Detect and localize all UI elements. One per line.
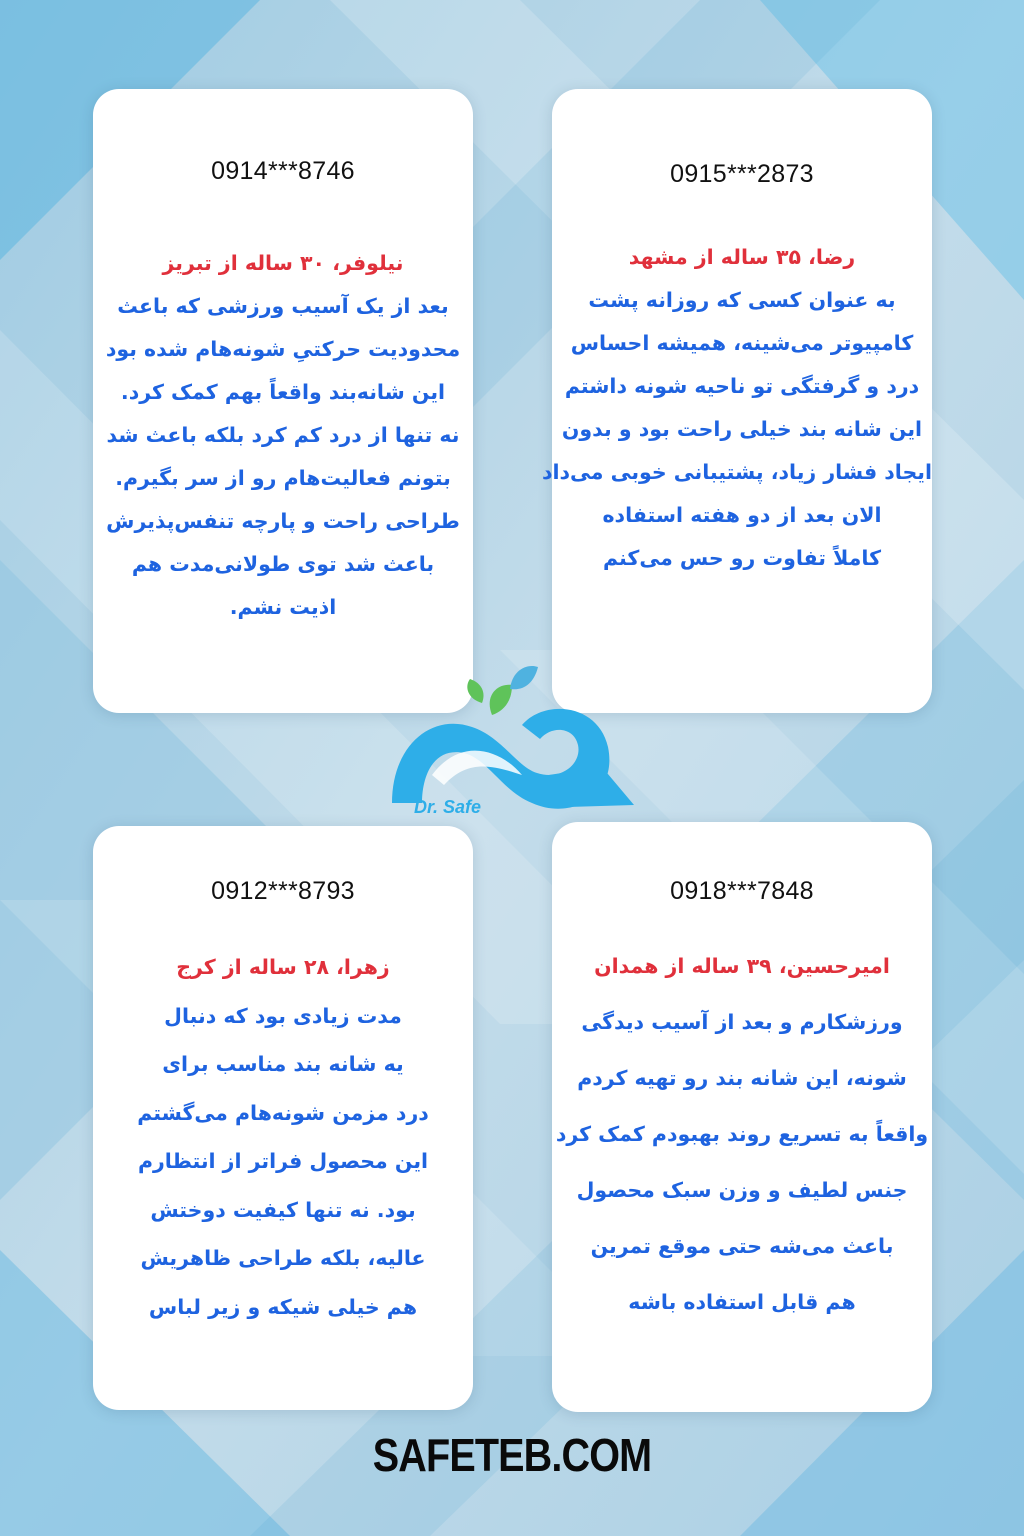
logo-label: Dr. Safe (414, 797, 482, 817)
testimonial-card-4 (552, 822, 932, 1412)
card-line: یه شانه بند مناسب برای (162, 1052, 404, 1076)
card-phone: 0912***8793 (211, 877, 355, 905)
card-line: محدودیت حرکتیِ شونه‌هام شده بود (105, 337, 461, 361)
card-line: ورزشکارم و بعد از آسیب دیدگی (581, 1010, 903, 1034)
card-line: بود. نه تنها کیفیت دوختش (150, 1197, 416, 1222)
card-line: الان بعد از دو هفته استفاده (602, 503, 882, 527)
card-author: رضا، ۳۵ ساله از مشهد (628, 245, 856, 269)
card-line: واقعاً به تسریع روند بهبودم کمک کرد (555, 1122, 929, 1146)
card-line: جنس لطیف و وزن سبک محصول (576, 1178, 908, 1202)
card-line: این شانه‌بند واقعاً بهم کمک کرد. (120, 380, 446, 404)
card-line: بتونم فعالیت‌هام رو از سر بگیرم. (115, 466, 451, 490)
card-author: امیرحسین، ۳۹ ساله از همدان (594, 954, 890, 978)
card-line: مدت زیادی بود که دنبال (164, 1003, 402, 1028)
card-line: کامپیوتر می‌شینه، همیشه احساس (570, 331, 914, 355)
website-label: SAFETEB.COM (372, 1429, 652, 1481)
card-line: هم خیلی شیکه و زیر لباس (148, 1294, 418, 1319)
logo-leaves-icon (467, 666, 538, 715)
card-line: ایجاد فشار زیاد، پشتیبانی خوبی می‌داد (541, 460, 932, 484)
card-line: کاملاً تفاوت رو حس می‌کنم (602, 546, 881, 570)
card-line: اذیت نشم. (229, 595, 337, 619)
card-line: این شانه بند خیلی راحت بود و بدون (561, 417, 923, 441)
card-phone: 0914***8746 (211, 157, 355, 185)
card-line: شونه، این شانه بند رو تهیه کردم (577, 1066, 907, 1090)
card-line: باعث می‌شه حتی موقع تمرین (590, 1234, 894, 1258)
card-line: هم قابل استفاده باشه (628, 1290, 856, 1314)
card-line: درد مزمن شونه‌هام می‌گشتم (137, 1100, 429, 1125)
card-line: طراحی راحت و پارچه تنفس‌پذیرش (106, 509, 460, 533)
card-line: عالیه، بلکه طراحی ظاهریش (140, 1246, 426, 1270)
card-author: زهرا، ۲۸ ساله از کرج (176, 955, 390, 979)
card-line: درد و گرفتگی تو ناحیه شونه داشتم (564, 374, 920, 398)
card-author: نیلوفر، ۳۰ ساله از تبریز (162, 251, 404, 275)
testimonial-card-3 (93, 826, 473, 1410)
card-phone: 0915***2873 (670, 160, 814, 188)
card-line: به عنوان کسی که روزانه پشت (588, 288, 896, 312)
card-line: باعث شد توی طولانی‌مدت هم (131, 552, 435, 576)
card-line: این محصول فراتر از انتظارم (137, 1149, 429, 1173)
card-phone: 0918***7848 (670, 877, 814, 905)
dr-safe-logo (372, 655, 642, 825)
card-line: نه تنها از درد کم کرد بلکه باعث شد (106, 423, 460, 447)
testimonial-card-1 (93, 89, 473, 713)
card-line: بعد از یک آسیب ورزشی که باعث (117, 294, 449, 318)
testimonial-card-2 (541, 89, 932, 713)
